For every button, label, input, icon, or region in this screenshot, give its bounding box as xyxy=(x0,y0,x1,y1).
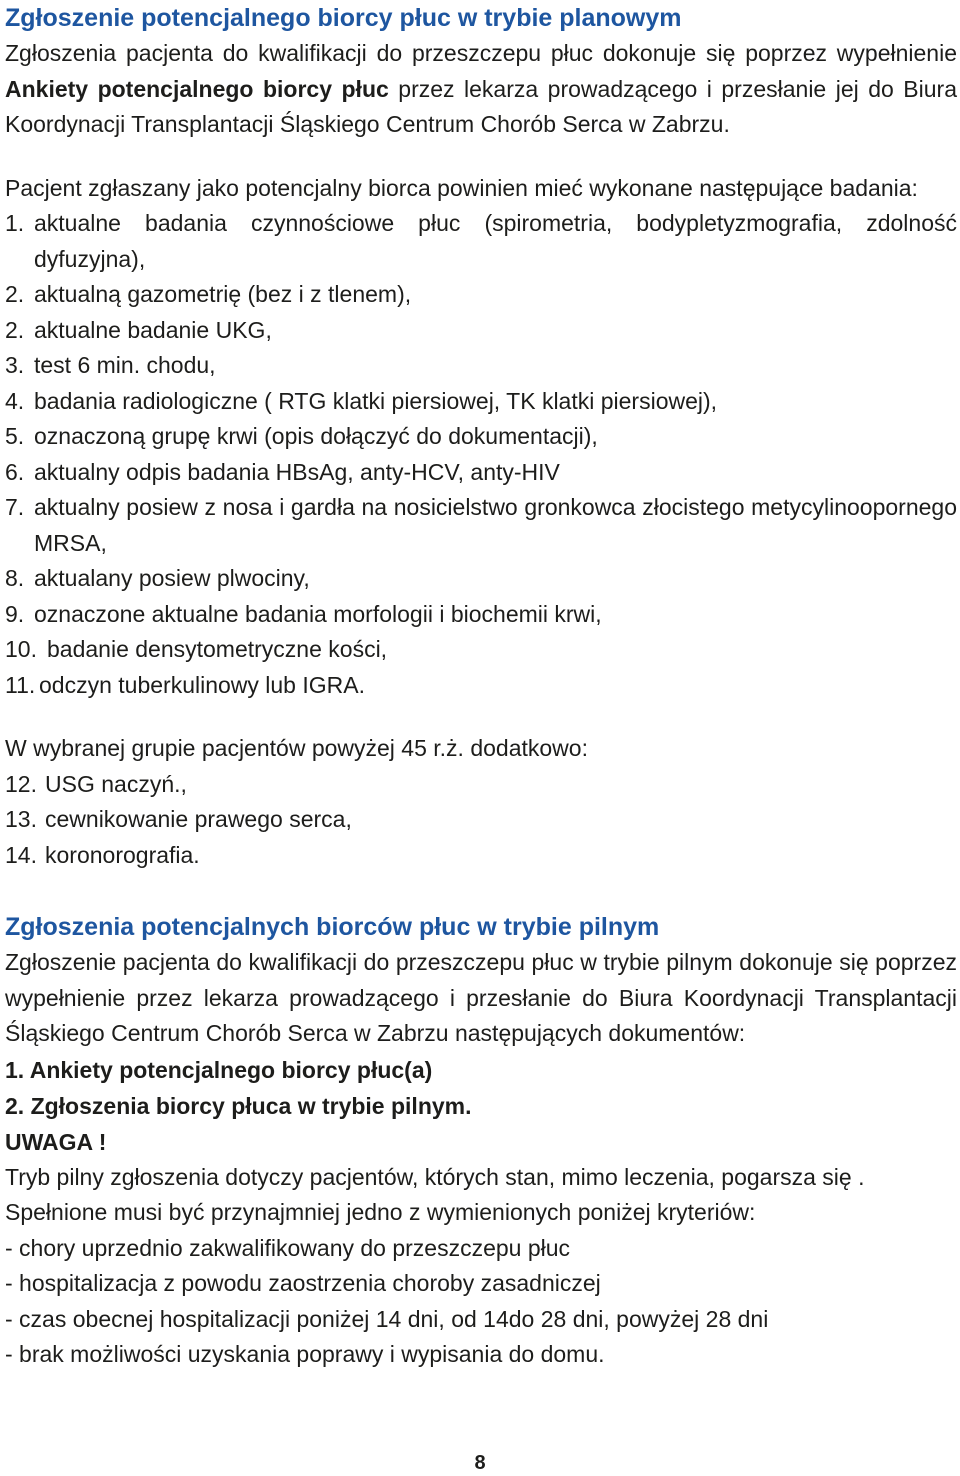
requirements-intro: Pacjent zgłaszany jako potencjalny biorca powinien mieć wykonane następujące badania: xyxy=(5,174,918,201)
criteria-item: - chory uprzednio zakwalifikowany do przeszczepu płuc xyxy=(5,1234,571,1261)
intro-text-before: Zgłoszenia pacjenta do kwalifikacji do przeszczepu płuc dokonuje się poprzez wypełnienie xyxy=(5,40,957,66)
list-item: 2. aktualną gazometrię (bez i z tlenem), xyxy=(5,281,412,307)
document-item-2: 2. Zgłoszenia biorcy płuca w trybie pilnym. xyxy=(5,1092,472,1119)
criteria-item: - hospitalizacja z powodu zaostrzenia choroby zasadniczej xyxy=(5,1270,601,1296)
document-page xyxy=(5,0,957,1373)
list-item: 13. cewnikowanie prawego serca, xyxy=(5,806,352,832)
list-item: 14. koronorografia. xyxy=(5,841,200,868)
list-item: 6. aktualny odpis badania HBsAg, anty-HCV, anty-HIV xyxy=(5,458,560,485)
criteria-intro: Spełnione musi być przynajmniej jedno z wymienionych poniżej kryteriów: xyxy=(5,1199,756,1225)
list-item: 12. USG naczyń., xyxy=(5,770,187,797)
list-item: 8. aktualany posiew plwociny, xyxy=(5,565,310,591)
section2-intro: Zgłoszenie pacjenta do kwalifikacji do przeszczepu płuc w trybie pilnym dokonuje się poprzez wypełnienie przez lekarza prowadzącego i przesłanie do Biura Koordynacji Transplantacji Śląskiego Centrum Chorób Serca w Zabrzu następujących dokumentów: xyxy=(5,949,957,1046)
requirements-list xyxy=(5,206,957,703)
list-item: 2. aktualne badanie UKG, xyxy=(5,316,272,343)
list-item: 5. oznaczoną grupę krwi (opis dołączyć do dokumentacji), xyxy=(5,423,598,449)
list-item: 4. badania radiologiczne ( RTG klatki piersiowej, TK klatki piersiowej), xyxy=(5,387,718,414)
warning-text: Tryb pilny zgłoszenia dotyczy pacjentów, których stan, mimo leczenia, pogarsza się . xyxy=(5,1163,865,1190)
list-item: 10. badanie densytometryczne kości, xyxy=(5,636,388,662)
spacer xyxy=(5,143,957,171)
extra-tests-list xyxy=(5,767,957,874)
page-number: 8 xyxy=(474,1452,486,1474)
section1-intro xyxy=(5,36,957,143)
spacer xyxy=(5,873,957,909)
section1-heading: Zgłoszenie potencjalnego biorcy płuc w trybie planowym xyxy=(5,4,682,32)
section2-heading: Zgłoszenia potencjalnych biorców płuc w trybie pilnym xyxy=(5,913,660,941)
list-item: 7. aktualny posiew z nosa i gardła na nosicielstwo gronkowca złocistego metycylinoopornego MRSA, xyxy=(5,494,957,556)
criteria-item: - brak możliwości uzyskania poprawy i wypisania do domu. xyxy=(5,1341,605,1367)
criteria-list xyxy=(5,1231,957,1373)
spacer xyxy=(5,703,957,731)
intro-bold-form-name: Ankiety potencjalnego biorcy płuc xyxy=(5,75,389,102)
list-item: 9. oznaczone aktualne badania morfologii i biochemii krwi, xyxy=(5,600,602,627)
list-item: 3. test 6 min. chodu, xyxy=(5,352,216,378)
warning-label: UWAGA ! xyxy=(5,1128,107,1155)
extra-tests-intro: W wybranej grupie pacjentów powyżej 45 r.ż. dodatkowo: xyxy=(5,735,588,761)
document-item-1: 1. Ankiety potencjalnego biorcy płuc(a) xyxy=(5,1056,433,1083)
list-item: 1. aktualne badania czynnościowe płuc (spirometria, bodypletyzmografia, zdolność dyfuzyjna), xyxy=(5,210,957,272)
criteria-item: - czas obecnej hospitalizacji poniżej 14 dni, od 14do 28 dni, powyżej 28 dni xyxy=(5,1305,769,1332)
list-item: 11. odczyn tuberkulinowy lub IGRA. xyxy=(5,671,365,698)
intro-text-after: przez lekarza prowadzącego i przesłanie jej do Biura Koordynacji Transplantacji Śląskiego Centrum Chorób Serca w Zabrzu. xyxy=(5,75,958,137)
